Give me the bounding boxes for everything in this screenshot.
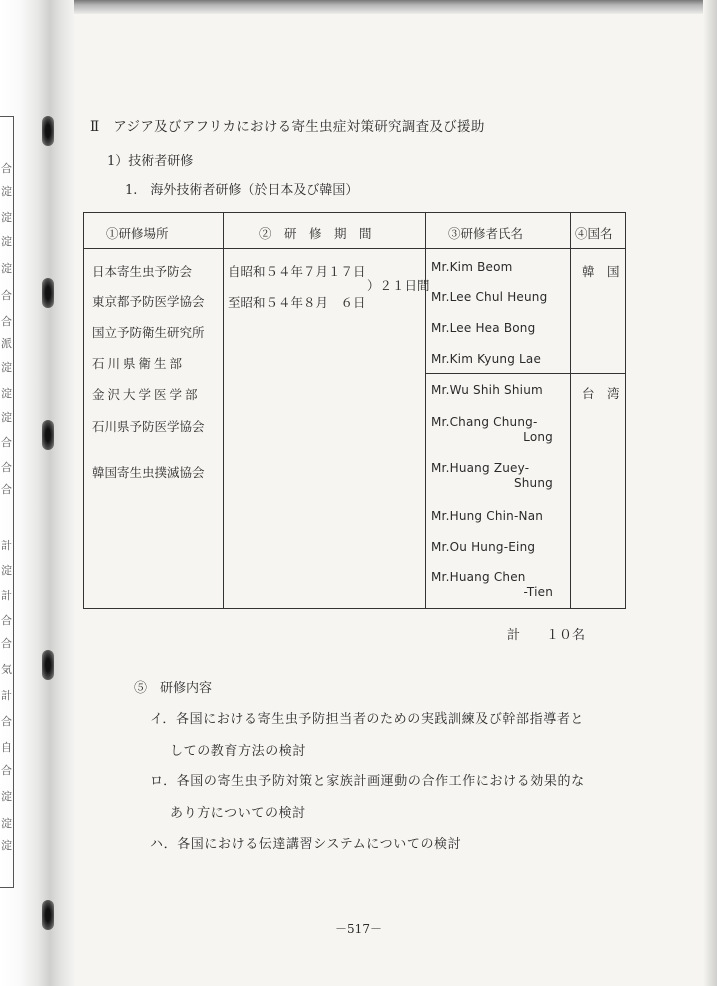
place-item: 金沢大学医学部 (92, 387, 201, 402)
binding-char: 淀 (1, 411, 12, 424)
table-country-rule (425, 373, 625, 374)
page-number: －517－ (335, 922, 382, 936)
trainee-name: Mr.Hung Chin-Nan (431, 509, 544, 523)
content-heading: ⑤ 研修内容 (134, 681, 213, 696)
country-korea: 韓 国 (582, 264, 620, 279)
trainee-name: Mr.Wu Shih Shium (431, 383, 543, 397)
trainee-name: Mr.Kim Beom (431, 260, 513, 274)
binding-char: 合 (1, 289, 12, 302)
period-duration: ）２１日間 (367, 278, 430, 293)
binding-char: 淀 (1, 564, 12, 577)
binding-char: 合 (1, 436, 12, 449)
binding-char: 淀 (1, 361, 12, 374)
page-top-shadow (0, 0, 717, 14)
place-item: 韓国寄生虫撲滅協会 (92, 465, 205, 480)
place-item: 国立予防衛生研究所 (92, 325, 205, 340)
binding-hole (42, 420, 54, 450)
binding-char: 淀 (1, 235, 12, 248)
binding-char: 淀 (1, 817, 12, 830)
binding-char: 合 (1, 162, 12, 175)
table-divider (223, 213, 224, 608)
total-count: 計 １０名 (507, 628, 586, 643)
page-right-edge (703, 0, 717, 986)
binding-char: 淀 (1, 790, 12, 803)
header-place: ①研修場所 (106, 226, 169, 241)
trainee-name-continued: -Tien (523, 585, 553, 599)
binding-char: 淀 (1, 262, 12, 275)
trainee-name-continued: Shung (513, 476, 553, 490)
binding-char: 淀 (1, 387, 12, 400)
binding-char: 自 (1, 741, 12, 754)
place-item: 石川県衛生部 (92, 356, 186, 371)
binding-char: 合 (1, 637, 12, 650)
binding-hole (42, 116, 54, 146)
header-trainees: ③研修者氏名 (448, 226, 524, 241)
binding-char: 淀 (1, 839, 12, 852)
table-divider (425, 213, 426, 608)
place-item: 東京都予防医学協会 (92, 294, 205, 309)
period-from: 自昭和５４年７月１７日 (228, 264, 366, 279)
content-item-continued: あり方についての検討 (170, 806, 306, 821)
item-heading: 1. 海外技術者研修（於日本及び韓国） (125, 183, 359, 198)
header-period: ② 研 修 期 間 (259, 226, 372, 241)
binding-char: 合 (1, 461, 12, 474)
country-taiwan: 台 湾 (582, 386, 620, 401)
binding-char: 計 (1, 539, 12, 552)
content-item: ロ．各国の寄生虫予防対策と家族計画運動の合作工作における効果的な (150, 774, 585, 789)
place-item: 石川県予防医学協会 (92, 419, 205, 434)
binding-char: 気 (1, 663, 12, 676)
header-country: ④国名 (575, 226, 613, 241)
content-item: イ．各国における寄生虫予防担当者のための実践訓練及び幹部指導者と (150, 712, 585, 727)
binding-char: 合 (1, 315, 12, 328)
binding-char: 淀 (1, 185, 12, 198)
table-header-rule (84, 248, 625, 249)
binding-char: 計 (1, 589, 12, 602)
binding-char: 淀 (1, 211, 12, 224)
trainee-table (83, 212, 626, 609)
binding-char: 合 (1, 483, 12, 496)
content-item-continued: しての教育方法の検討 (170, 744, 307, 759)
binding-hole (42, 650, 54, 680)
content-item: ハ．各国における伝達講習システムについての検討 (150, 837, 462, 852)
trainee-name: Mr.Huang Zuey- (431, 461, 530, 475)
binding-hole (42, 278, 54, 308)
trainee-name: Mr.Ou Hung-Eing (431, 540, 536, 554)
trainee-name-continued: Long (523, 430, 553, 444)
binding-char: 派 (1, 337, 12, 350)
table-divider (570, 213, 571, 608)
trainee-name: Mr.Lee Chul Heung (431, 290, 548, 304)
binding-char: 計 (1, 689, 12, 702)
trainee-name: Mr.Kim Kyung Lae (431, 352, 542, 366)
binding-char: 合 (1, 764, 12, 777)
section-heading: Ⅱ アジア及びアフリカにおける寄生虫症対策研究調査及び援助 (90, 119, 485, 135)
trainee-name: Mr.Chang Chung- (431, 415, 538, 429)
subsection-heading: 1）技術者研修 (107, 154, 194, 169)
trainee-name: Mr.Lee Hea Bong (431, 321, 536, 335)
binding-char: 合 (1, 614, 12, 627)
place-item: 日本寄生虫予防会 (92, 264, 193, 279)
binding-char: 合 (1, 715, 12, 728)
period-to: 至昭和５４年８月 ６日 (228, 295, 366, 310)
trainee-name: Mr.Huang Chen (431, 570, 526, 584)
